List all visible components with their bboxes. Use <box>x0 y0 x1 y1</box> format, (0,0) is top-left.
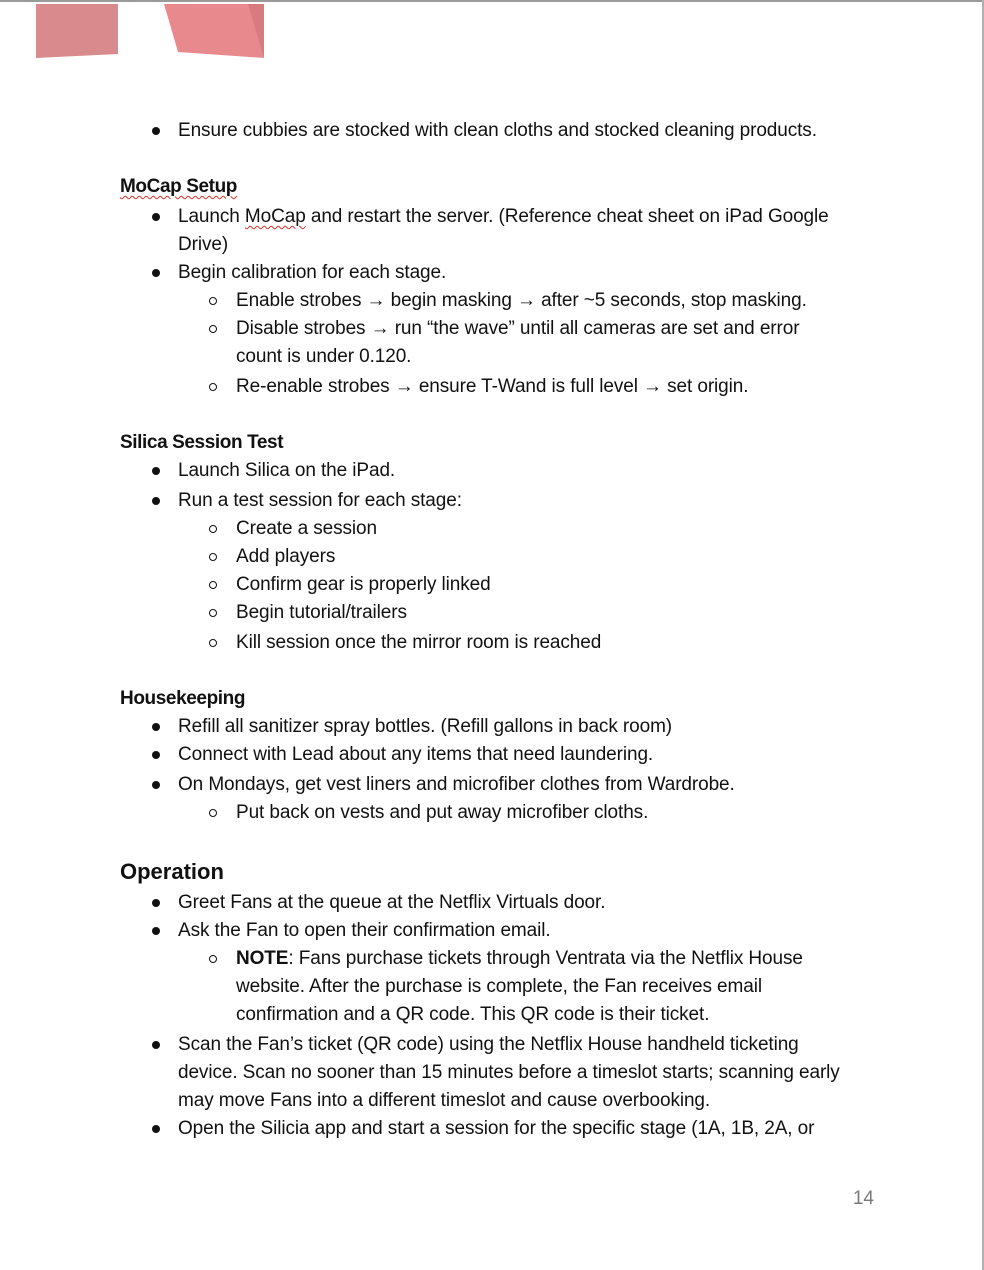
bullet-dot <box>152 269 160 277</box>
header-decoration <box>0 0 300 70</box>
bullet-dot <box>152 1041 160 1049</box>
bullet-dot <box>152 127 160 135</box>
spellcheck-word: MoCap <box>244 206 306 227</box>
sub-list-item-continuation: count is under 0.120. <box>236 346 412 367</box>
list-item: Run a test session for each stage: <box>178 490 462 511</box>
bullet-dot <box>152 1125 160 1133</box>
sub-list-item-note <box>236 945 803 973</box>
sub-bullet-circle <box>209 609 217 617</box>
list-item-text: Launch <box>178 206 245 227</box>
sub-list-item-continuation: website. After the purchase is complete, the Fan receives email <box>236 976 762 997</box>
list-item: Open the Silicia app and start a session for the specific stage (1A, 1B, 2A, or <box>178 1118 815 1139</box>
sub-list-item: Put back on vests and put away microfiber cloths. <box>236 802 649 823</box>
section-heading-mocap <box>120 173 237 201</box>
sub-list-item: Disable strobes → run “the wave” until all cameras are set and error <box>236 318 800 339</box>
bullet-dot <box>152 927 160 935</box>
spellcheck-word: MoCap Setup <box>120 176 237 197</box>
sub-bullet-circle <box>209 553 217 561</box>
sub-bullet-circle <box>209 955 217 963</box>
list-item-continuation: may move Fans into a different timeslot and cause overbooking. <box>178 1090 711 1111</box>
sub-list-item: Kill session once the mirror room is reached <box>236 632 602 653</box>
list-item: Ensure cubbies are stocked with clean cloths and stocked cleaning products. <box>178 120 817 141</box>
sub-list-item: Create a session <box>236 518 377 539</box>
sub-list-item: Add players <box>236 546 336 567</box>
sub-bullet-circle <box>209 297 217 305</box>
section-heading-housekeeping: Housekeeping <box>120 688 246 709</box>
list-item: On Mondays, get vest liners and microfiber clothes from Wardrobe. <box>178 774 735 795</box>
sub-list-item: Re-enable strobes → ensure T-Wand is full level → set origin. <box>236 376 749 397</box>
list-item: Ask the Fan to open their confirmation email. <box>178 920 551 941</box>
sub-bullet-circle <box>209 325 217 333</box>
note-text: : Fans purchase tickets through Ventrata via the Netflix House <box>288 948 803 969</box>
list-item: Refill all sanitizer spray bottles. (Refill gallons in back room) <box>178 716 673 737</box>
sub-bullet-circle <box>209 809 217 817</box>
list-item-continuation: device. Scan no sooner than 15 minutes before a timeslot starts; scanning early <box>178 1062 840 1083</box>
sub-bullet-circle <box>209 581 217 589</box>
sub-list-item-continuation: confirmation and a QR code. This QR code is their ticket. <box>236 1004 710 1025</box>
bullet-dot <box>152 497 160 505</box>
list-item: Connect with Lead about any items that need laundering. <box>178 744 654 765</box>
sub-bullet-circle <box>209 383 217 391</box>
note-label: NOTE <box>236 948 289 969</box>
sub-bullet-circle <box>209 639 217 647</box>
list-item: Scan the Fan’s ticket (QR code) using the Netflix House handheld ticketing <box>178 1034 799 1055</box>
bullet-dot <box>152 899 160 907</box>
sub-list-item: Begin tutorial/trailers <box>236 602 407 623</box>
section-heading-silica: Silica Session Test <box>120 432 284 453</box>
bullet-dot <box>152 781 160 789</box>
list-item <box>178 203 829 231</box>
sub-list-item: Confirm gear is properly linked <box>236 574 491 595</box>
sub-list-item: Enable strobes → begin masking → after ~5 seconds, stop masking. <box>236 290 807 311</box>
list-item: Greet Fans at the queue at the Netflix Virtuals door. <box>178 892 606 913</box>
sub-bullet-circle <box>209 525 217 533</box>
section-heading-operation: Operation <box>120 859 224 884</box>
page-number: 14 <box>852 1188 874 1209</box>
list-item-continuation: Drive) <box>178 234 229 255</box>
bullet-dot <box>152 723 160 731</box>
list-item: Launch Silica on the iPad. <box>178 460 396 481</box>
bullet-dot <box>152 751 160 759</box>
bullet-dot <box>152 467 160 475</box>
list-item: Begin calibration for each stage. <box>178 262 447 283</box>
bullet-dot <box>152 213 160 221</box>
list-item-text: and restart the server. (Reference cheat sheet on iPad Google <box>305 206 829 227</box>
